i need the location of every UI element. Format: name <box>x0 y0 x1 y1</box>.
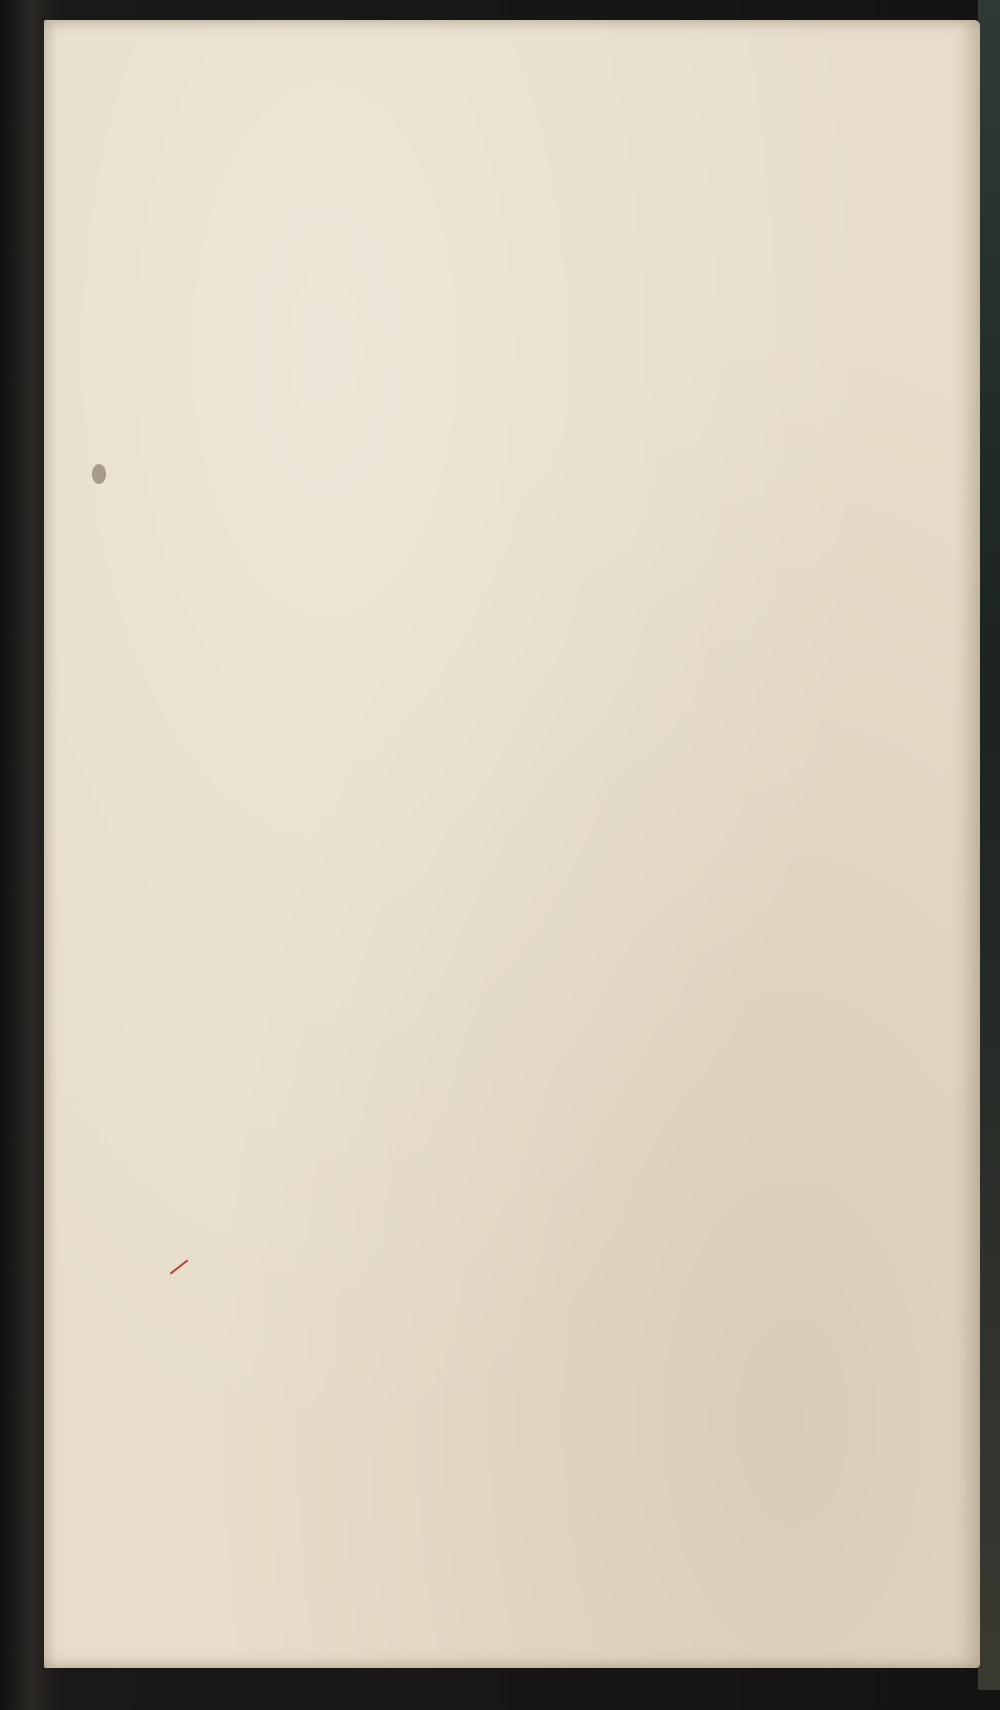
ornamental-border-bottom <box>172 1330 950 1452</box>
ornamental-border-right <box>898 180 966 1340</box>
ornamental-border-left <box>180 180 244 1310</box>
paper-stain <box>92 464 106 484</box>
ornamental-border-top <box>186 112 964 182</box>
book-spine-edge <box>978 0 1000 1690</box>
decorated-initial <box>242 196 332 304</box>
prayer-text-block <box>248 190 888 196</box>
